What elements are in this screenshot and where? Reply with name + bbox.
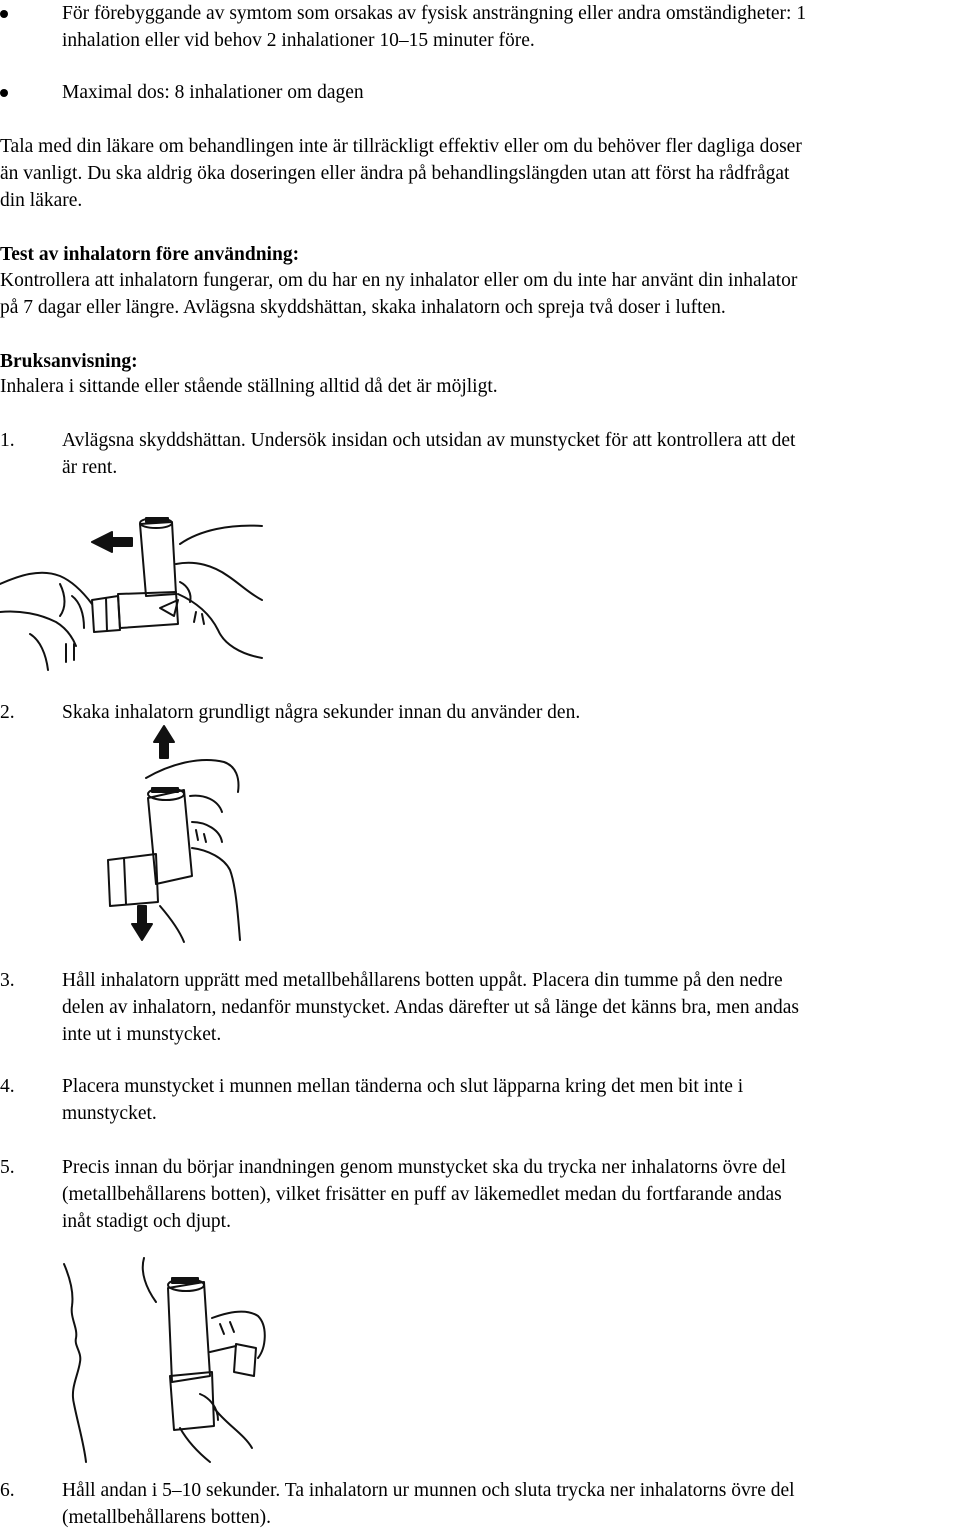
- advice-paragraph-line: än vanligt. Du ska aldrig öka doseringen eller ändra på behandlingslängden utan att först ha rådfrågat: [0, 163, 790, 184]
- advice-paragraph-line: Tala med din läkare om behandlingen inte är tillräckligt effektiv eller om du behöver fler dagliga doser: [0, 136, 802, 157]
- step-number: 4.: [0, 1076, 15, 1097]
- step-number: 3.: [0, 970, 15, 991]
- step-text: inåt stadigt och djupt.: [62, 1211, 231, 1232]
- step-number: 2.: [0, 702, 15, 723]
- test-heading: Test av inhalatorn före användning:: [0, 244, 300, 265]
- step-number: 5.: [0, 1157, 15, 1178]
- step-text: delen av inhalatorn, nedanför munstycket. Andas därefter ut så länge det känns bra, men andas: [62, 997, 799, 1018]
- step-text: inte ut i munstycket.: [62, 1024, 222, 1045]
- step-text: Håll inhalatorn upprätt med metallbehållarens botten uppåt. Placera din tumme på den nedre: [62, 970, 783, 991]
- shake-inhaler-illustration: [100, 726, 250, 942]
- remove-cap-illustration: [0, 484, 270, 670]
- step-text: Håll andan i 5–10 sekunder. Ta inhalatorn ur munnen och sluta trycka ner inhalatorns övre del: [62, 1480, 795, 1501]
- step-text: Avlägsna skyddshättan. Undersök insidan och utsidan av munstycket för att kontrollera att det: [62, 430, 796, 451]
- bullet-dot: [0, 10, 8, 18]
- step-number: 6.: [0, 1480, 15, 1501]
- step-text: Skaka inhalatorn grundligt några sekunder innan du använder den.: [62, 702, 581, 723]
- bullet-text: inhalation eller vid behov 2 inhalationer 10–15 minuter före.: [62, 30, 535, 51]
- advice-paragraph-line: din läkare.: [0, 190, 83, 211]
- test-paragraph-line: Kontrollera att inhalatorn fungerar, om du har en ny inhalator eller om du inte har använt din inhalator: [0, 270, 798, 291]
- inhale-illustration: [60, 1258, 270, 1462]
- usage-heading: Bruksanvisning:: [0, 351, 138, 372]
- step-text: Precis innan du börjar inandningen genom munstycket ska du trycka ner inhalatorns övre del: [62, 1157, 787, 1178]
- bullet-dot: [0, 89, 8, 97]
- bullet-text: Maximal dos: 8 inhalationer om dagen: [62, 82, 364, 103]
- usage-paragraph-line: Inhalera i sittande eller stående ställning alltid då det är möjligt.: [0, 376, 498, 397]
- step-text: Placera munstycket i munnen mellan tänderna och slut läpparna kring det men bit inte i: [62, 1076, 744, 1097]
- test-paragraph-line: på 7 dagar eller längre. Avlägsna skyddshättan, skaka inhalatorn och spreja två doser i luften.: [0, 297, 726, 318]
- step-number: 1.: [0, 430, 15, 451]
- bullet-text: För förebyggande av symtom som orsakas av fysisk ansträngning eller andra omständigheter: 1: [62, 3, 807, 24]
- step-text: (metallbehållarens botten).: [62, 1507, 271, 1528]
- step-text: (metallbehållarens botten), vilket frisätter en puff av läkemedlet medan du fortfarande andas: [62, 1184, 782, 1205]
- step-text: är rent.: [62, 457, 118, 478]
- step-text: munstycket.: [62, 1103, 157, 1124]
